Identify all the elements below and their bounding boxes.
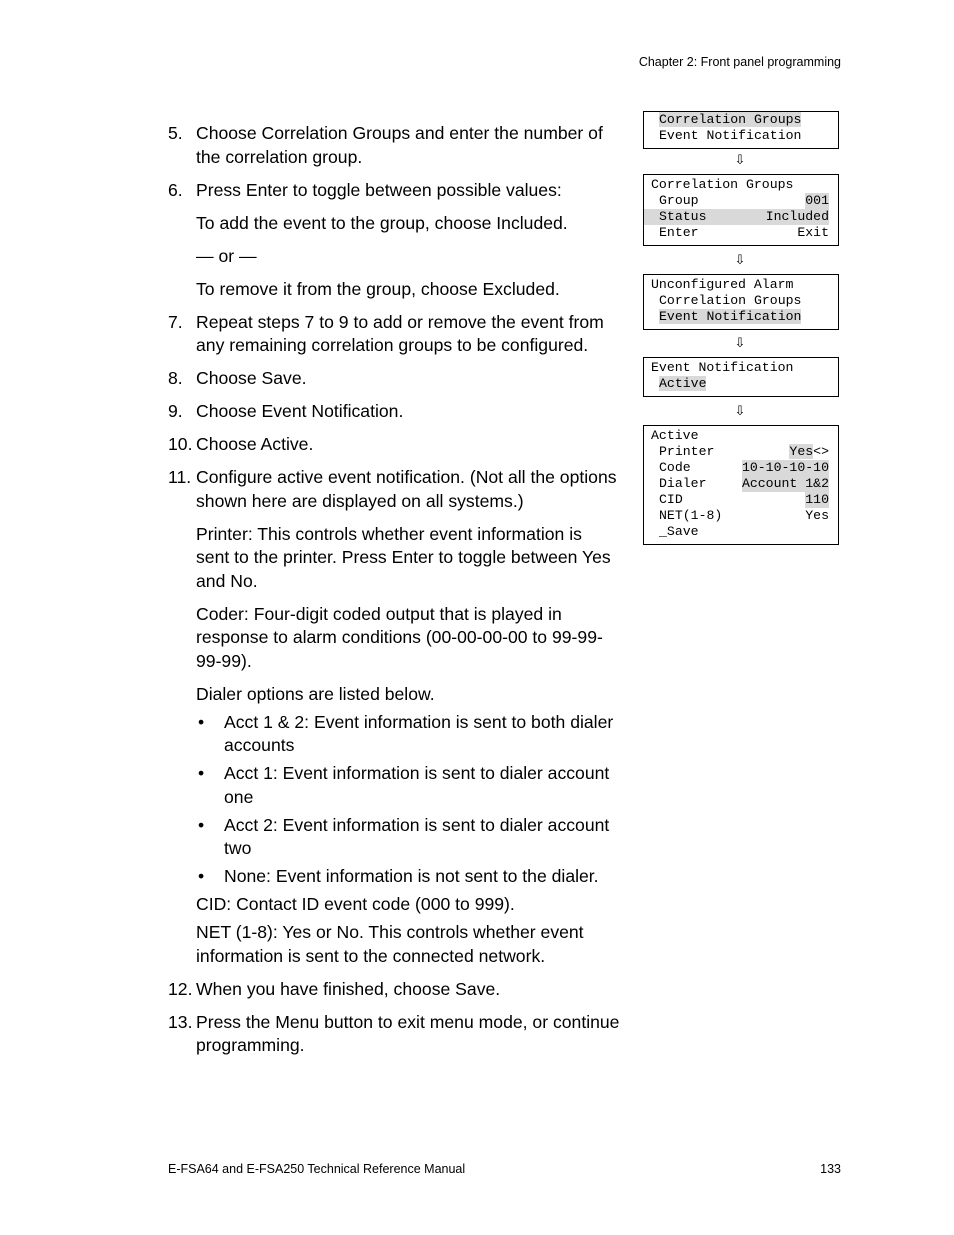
lcd-value: 110 [805, 492, 829, 507]
lcd-title: Active [651, 428, 699, 443]
lcd-label: Enter [659, 225, 699, 240]
step-6 [168, 179, 620, 203]
step-number: 6. [168, 179, 183, 200]
down-arrow-icon: ⇩ [734, 336, 746, 351]
list-item [168, 762, 620, 809]
printer-description: Printer: This controls whether event information is sent to the printer. Press Enter to toggle between Yes and No. [196, 523, 611, 591]
step-6-or: — or — [196, 245, 257, 266]
step-number: 7. [168, 311, 183, 332]
cid-description: CID: Contact ID event code (000 to 999). [196, 894, 515, 914]
lcd-value: Yes [789, 444, 814, 459]
step-text: Choose Correlation Groups and enter the number of the correlation group. [196, 123, 603, 167]
lcd-title: Unconfigured Alarm [651, 277, 794, 292]
bullet-icon: • [198, 866, 205, 886]
lcd-item: Event Notification [659, 128, 802, 143]
lcd-screen-event-notification [643, 357, 839, 397]
lcd-screen-unconfigured-alarm [643, 274, 839, 330]
down-arrow-icon: ⇩ [734, 153, 746, 168]
lcd-screen-active [643, 425, 839, 545]
bullet-icon: • [198, 763, 205, 783]
step-number: 12. [168, 978, 193, 999]
procedure-steps [168, 122, 620, 1067]
lcd-screen-menu [643, 111, 839, 149]
step-8 [168, 367, 620, 391]
step-text: Choose Active. [196, 434, 314, 454]
bullet-text: Acct 1 & 2: Event information is sent to both dialer accounts [224, 711, 614, 755]
lcd-label: NET(1-8) [659, 508, 723, 523]
lcd-selected-item: Event Notification [659, 309, 802, 324]
lcd-screen-correlation-groups [643, 174, 839, 246]
page-number: 133 [820, 1162, 841, 1176]
step-number: 10. [168, 434, 193, 454]
chapter-header: Chapter 2: Front panel programming [638, 55, 841, 69]
step-12 [168, 978, 620, 1002]
footer-manual-title: E-FSA64 and E-FSA250 Technical Reference Manual [168, 1162, 466, 1176]
bullet-icon: • [198, 814, 205, 835]
bullet-icon: • [198, 711, 205, 732]
step-text: Configure active event notification. (Not all the options shown here are displayed on all systems.) [196, 467, 617, 511]
lcd-selected-item: Active [659, 376, 707, 391]
list-item [168, 865, 620, 889]
bullet-text: None: Event information is not sent to the dialer. [224, 866, 599, 886]
dialer-intro: Dialer options are listed below. [196, 683, 435, 704]
step-number: 11. [168, 467, 192, 487]
lcd-value: 10-10-10-10 [741, 460, 829, 475]
down-arrow-icon: ⇩ [734, 253, 746, 268]
step-number: 13. [168, 1011, 193, 1032]
list-item [168, 814, 620, 861]
step-9 [168, 400, 620, 424]
lcd-title: Event Notification [651, 360, 794, 375]
step-6-excluded: To remove it from the group, choose Excluded. [196, 278, 560, 299]
lcd-toggle-indicator: <> [813, 444, 829, 459]
net-description: NET (1-8): Yes or No. This controls whether event information is sent to the connected network. [196, 922, 584, 966]
coder-description: Coder: Four-digit coded output that is played in response to alarm conditions (00-00-00-00 to 99-99-99-99). [196, 603, 603, 671]
bullet-text: Acct 2: Event information is sent to dialer account two [224, 814, 610, 858]
lcd-value: Account 1&2 [741, 476, 829, 491]
step-11 [168, 466, 620, 513]
step-5 [168, 122, 620, 169]
step-text: Choose Event Notification. [196, 401, 404, 421]
lcd-value: Included [765, 209, 829, 224]
step-text: When you have finished, choose Save. [196, 978, 501, 999]
lcd-value: Exit [797, 225, 829, 240]
step-text: Repeat steps 7 to 9 to add or remove the event from any remaining correlation groups to be configured. [196, 311, 604, 355]
step-number: 8. [168, 368, 183, 388]
lcd-selected-item: Correlation Groups [659, 112, 802, 127]
lcd-value: Yes [805, 508, 829, 523]
step-number: 9. [168, 401, 183, 421]
lcd-item: Correlation Groups [659, 293, 802, 308]
bullet-text: Acct 1: Event information is sent to dialer account one [224, 763, 610, 807]
lcd-value: 001 [805, 193, 829, 208]
down-arrow-icon: ⇩ [734, 404, 746, 419]
lcd-label: Printer [659, 444, 715, 459]
lcd-label: Group [659, 193, 699, 208]
step-10 [168, 433, 620, 457]
step-7 [168, 311, 620, 358]
lcd-label: Code [659, 460, 691, 475]
step-13 [168, 1011, 620, 1058]
lcd-label: Status [659, 209, 707, 224]
lcd-save-item: _Save [659, 524, 699, 539]
list-item [168, 711, 620, 758]
step-text: Press Enter to toggle between possible values: [196, 179, 562, 200]
lcd-title: Correlation Groups [651, 177, 794, 192]
step-text: Choose Save. [196, 368, 307, 388]
lcd-label: CID [659, 492, 683, 507]
step-text: Press the Menu button to exit menu mode, or continue programming. [196, 1011, 620, 1055]
step-6-included: To add the event to the group, choose Included. [196, 212, 568, 233]
lcd-label: Dialer [659, 476, 707, 491]
step-number: 5. [168, 123, 183, 143]
